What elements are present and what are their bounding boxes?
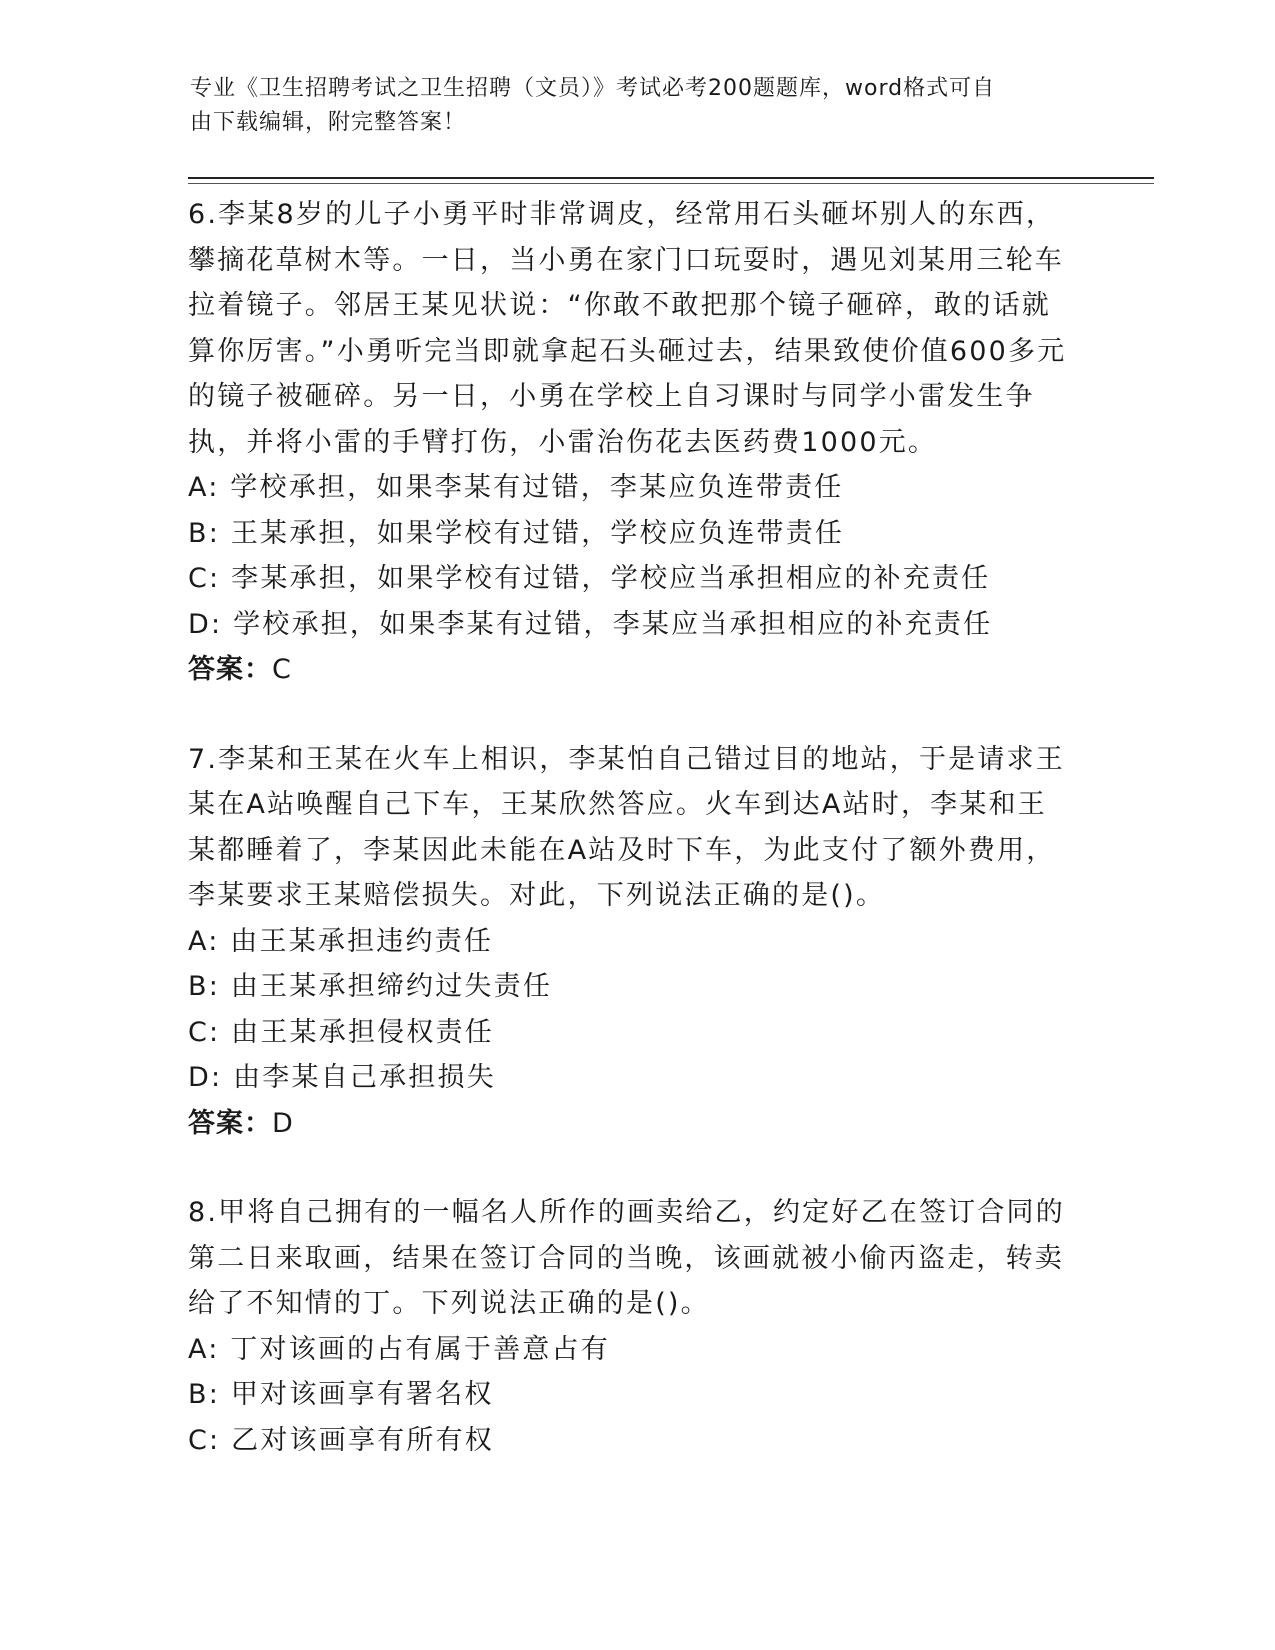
option-text: 由王某承担缔约过失责任 bbox=[230, 971, 553, 1002]
option-d bbox=[188, 602, 1068, 648]
option-text: 由王某承担违约责任 bbox=[230, 925, 494, 957]
answer-label: 答案： bbox=[188, 654, 272, 685]
option-c bbox=[188, 1418, 1068, 1464]
option-b bbox=[188, 964, 1068, 1010]
option-text: 由王某承担侵权责任 bbox=[231, 1016, 494, 1048]
header-divider-thick bbox=[188, 177, 1154, 179]
option-text: 学校承担，如果李某有过错，李某应当承担相应的补充责任 bbox=[233, 608, 993, 640]
question-list bbox=[188, 192, 1068, 1507]
option-key: B: bbox=[188, 517, 221, 549]
option-b bbox=[188, 1372, 1068, 1418]
answer-line bbox=[188, 647, 1068, 693]
answer-value: C bbox=[272, 654, 292, 685]
option-key: D: bbox=[188, 1062, 223, 1093]
question-stem: 7.李某和王某在火车上相识，李某怕自己错过目的地站，于是请求王某在A站唤醒自己下车，王某欣然答应。火车到达A站时，李某和王某都睡着了，李某因此未能在A站及时下车，为此支付了额外费用，李某要求王某赔偿损失。对此，下列说法正确的是()。 bbox=[188, 743, 1065, 911]
option-key: C: bbox=[188, 1016, 221, 1048]
option-key: B: bbox=[188, 1379, 221, 1410]
document-header bbox=[190, 72, 1070, 140]
answer-value: D bbox=[272, 1107, 294, 1139]
option-text: 甲对该画享有署名权 bbox=[230, 1379, 494, 1410]
question-stem: 8.甲将自己拥有的一幅名人所作的画卖给乙，约定好乙在签订合同的第二日来取画，结果在签订合同的当晚，该画就被小偷丙盗走，转卖给了不知情的丁。下列说法正确的是()。 bbox=[188, 1197, 1065, 1319]
option-key: A: bbox=[188, 472, 220, 503]
option-key: A: bbox=[188, 925, 220, 957]
option-key: B: bbox=[188, 971, 221, 1002]
option-text: 由李某自己承担损失 bbox=[233, 1062, 496, 1093]
option-d bbox=[188, 1055, 1068, 1101]
option-a bbox=[188, 465, 1068, 511]
option-key: C: bbox=[188, 1424, 221, 1456]
option-text: 学校承担，如果李某有过错，李某应负连带责任 bbox=[230, 472, 844, 503]
question-8 bbox=[188, 1190, 1068, 1463]
question-6 bbox=[188, 192, 1068, 693]
option-text: 丁对该画的占有属于善意占有 bbox=[230, 1333, 610, 1365]
question-stem: 6.李某8岁的儿子小勇平时非常调皮，经常用石头砸坏别人的东西，攀摘花草树木等。一日，当小勇在家门口玩耍时，遇见刘某用三轮车拉着镜子。邻居王某见状说：“你敢不敢把那个镜子砸碎，敢的话就算你厉害。”小勇听完当即就拿起石头砸过去，结果致使价值600多元的镜子被砸碎。另一日，小勇在学校上自习课时与同学小雷发生争执，并将小雷的手臂打伤，小雷治伤花去医药费1000元。 bbox=[188, 199, 1067, 458]
option-text: 李某承担，如果学校有过错，学校应当承担相应的补充责任 bbox=[231, 563, 991, 594]
header-divider-thin bbox=[188, 183, 1154, 184]
question-7 bbox=[188, 737, 1068, 1147]
option-c bbox=[188, 1010, 1068, 1056]
answer-line bbox=[188, 1101, 1068, 1147]
option-text: 王某承担，如果学校有过错，学校应负连带责任 bbox=[230, 517, 845, 549]
option-a bbox=[188, 919, 1068, 965]
option-key: D: bbox=[188, 608, 223, 640]
answer-label: 答案： bbox=[188, 1107, 272, 1139]
option-a bbox=[188, 1327, 1068, 1373]
header-line-1: 专业《卫生招聘考试之卫生招聘（文员）》考试必考200题题库，word格式可自 bbox=[190, 76, 996, 101]
option-c bbox=[188, 556, 1068, 602]
option-b bbox=[188, 511, 1068, 557]
header-line-2: 由下载编辑，附完整答案！ bbox=[190, 110, 467, 135]
option-key: C: bbox=[188, 563, 221, 594]
option-key: A: bbox=[188, 1333, 220, 1365]
option-text: 乙对该画享有所有权 bbox=[231, 1424, 494, 1456]
